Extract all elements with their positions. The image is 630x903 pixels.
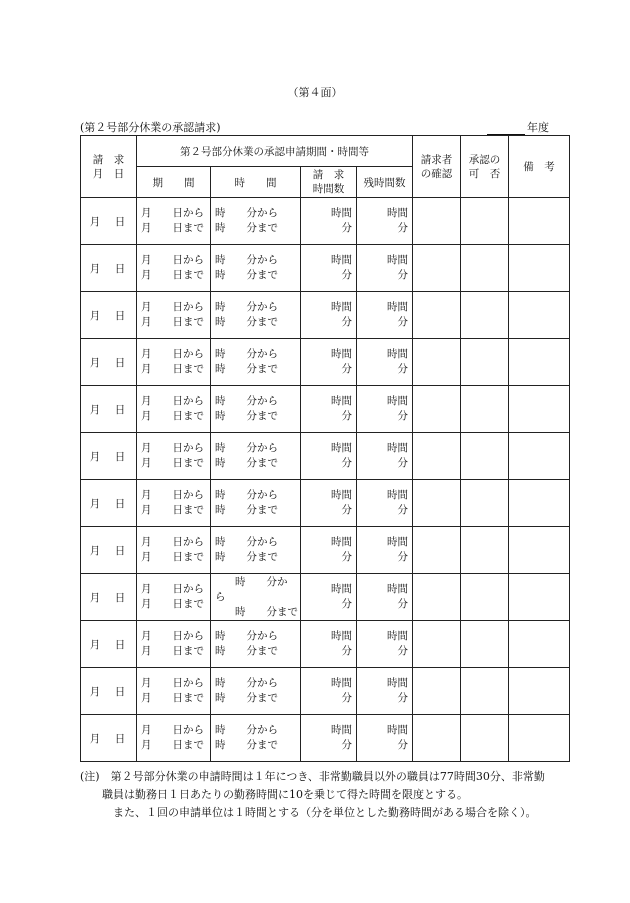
request-date-text: 月 日 xyxy=(89,215,128,228)
minutes-unit: 分 xyxy=(397,598,408,610)
minutes-unit: 分 xyxy=(341,363,352,375)
time-cell[interactable] xyxy=(211,715,301,762)
page-number: （第４面） xyxy=(287,86,343,99)
request-table xyxy=(80,135,570,762)
period-cell[interactable] xyxy=(137,339,211,386)
time-to: 時 分まで xyxy=(215,222,278,234)
time-to: 時 分まで xyxy=(215,551,278,563)
time-from: 時 分から xyxy=(215,348,278,360)
request-date-cell[interactable] xyxy=(81,715,137,762)
requester-confirm-cell[interactable] xyxy=(413,480,461,527)
time-cell[interactable] xyxy=(211,621,301,668)
minutes-unit: 分 xyxy=(397,410,408,422)
time-cell[interactable] xyxy=(211,245,301,292)
time-from: 時 分から xyxy=(215,536,278,548)
minutes-unit: 分 xyxy=(397,363,408,375)
table-row xyxy=(81,198,570,245)
remarks-cell[interactable] xyxy=(509,621,570,668)
remarks-cell[interactable] xyxy=(509,245,570,292)
time-from: 時 分から xyxy=(215,395,278,407)
request-date-text: 月 日 xyxy=(89,309,128,322)
requested-hours-cell[interactable] xyxy=(301,480,357,527)
time-to: 時 分まで xyxy=(215,316,278,328)
period-from: 月 日から xyxy=(141,536,204,548)
period-from: 月 日から xyxy=(141,301,204,313)
period-from: 月 日から xyxy=(141,348,204,360)
table-row xyxy=(81,480,570,527)
requester-confirm-cell[interactable] xyxy=(413,574,461,621)
request-date-cell[interactable] xyxy=(81,527,137,574)
period-cell[interactable] xyxy=(137,292,211,339)
request-date-cell[interactable] xyxy=(81,433,137,480)
hours-unit: 時間 xyxy=(331,630,352,642)
minutes-unit: 分 xyxy=(397,316,408,328)
hours-unit: 時間 xyxy=(387,395,408,407)
time-to: 時 分まで xyxy=(215,739,278,751)
requested-hours-cell[interactable] xyxy=(301,574,357,621)
time-to: 時 分まで xyxy=(215,410,278,422)
hours-unit: 時間 xyxy=(331,395,352,407)
fiscal-year-blank[interactable] xyxy=(487,123,525,135)
approval-cell[interactable] xyxy=(461,527,509,574)
header-period-group: 第２号部分休業の承認申請期間・時間等 xyxy=(137,136,413,167)
table-row xyxy=(81,668,570,715)
remaining-hours-cell[interactable] xyxy=(357,339,413,386)
minutes-unit: 分 xyxy=(397,222,408,234)
requester-confirm-cell[interactable] xyxy=(413,386,461,433)
time-to: 時 分まで xyxy=(235,605,298,618)
remaining-hours-cell[interactable] xyxy=(357,292,413,339)
remaining-hours-cell[interactable] xyxy=(357,621,413,668)
approval-cell[interactable] xyxy=(461,668,509,715)
notes xyxy=(80,768,580,822)
minutes-unit: 分 xyxy=(341,222,352,234)
hours-unit: 時間 xyxy=(331,301,352,313)
hours-unit: 時間 xyxy=(387,348,408,360)
request-date-cell[interactable] xyxy=(81,668,137,715)
hours-unit: 時間 xyxy=(331,724,352,736)
remarks-cell[interactable] xyxy=(509,527,570,574)
header-request-date: 請 求 月 日 xyxy=(81,136,137,198)
request-date-text: 月 日 xyxy=(89,638,128,651)
approval-cell[interactable] xyxy=(461,339,509,386)
fiscal-year-label: 年度 xyxy=(527,121,549,134)
period-from: 月 日から xyxy=(141,677,204,689)
approval-cell[interactable] xyxy=(461,574,509,621)
header-time: 時 間 xyxy=(211,167,301,198)
time-cell[interactable] xyxy=(211,574,301,621)
minutes-unit: 分 xyxy=(341,598,352,610)
request-date-text: 月 日 xyxy=(89,685,128,698)
approval-cell[interactable] xyxy=(461,245,509,292)
header-requester-confirm: 請求者 の確認 xyxy=(413,136,461,198)
table-row xyxy=(81,574,570,621)
requested-hours-cell[interactable] xyxy=(301,386,357,433)
minutes-unit: 分 xyxy=(397,692,408,704)
requested-hours-cell[interactable] xyxy=(301,668,357,715)
request-date-text: 月 日 xyxy=(89,262,128,275)
remaining-hours-cell[interactable] xyxy=(357,574,413,621)
period-from: 月 日から xyxy=(141,207,204,219)
requester-confirm-cell[interactable] xyxy=(413,527,461,574)
table-row xyxy=(81,715,570,762)
hours-unit: 時間 xyxy=(387,536,408,548)
request-date-text: 月 日 xyxy=(89,403,128,416)
period-from: 月 日から xyxy=(141,630,204,642)
request-date-cell[interactable] xyxy=(81,574,137,621)
remaining-hours-cell[interactable] xyxy=(357,715,413,762)
approval-cell[interactable] xyxy=(461,433,509,480)
minutes-unit: 分 xyxy=(341,269,352,281)
hours-unit: 時間 xyxy=(387,583,408,595)
requester-confirm-cell[interactable] xyxy=(413,245,461,292)
hours-unit: 時間 xyxy=(387,630,408,642)
remarks-cell[interactable] xyxy=(509,715,570,762)
approval-cell[interactable] xyxy=(461,621,509,668)
time-from: 時 分から xyxy=(215,724,278,736)
remaining-hours-cell[interactable] xyxy=(357,433,413,480)
period-to: 月 日まで xyxy=(141,316,204,328)
period-from: 月 日から xyxy=(141,395,204,407)
period-to: 月 日まで xyxy=(141,645,204,657)
hours-unit: 時間 xyxy=(331,536,352,548)
approval-cell[interactable] xyxy=(461,480,509,527)
requester-confirm-cell[interactable] xyxy=(413,621,461,668)
period-to: 月 日まで xyxy=(141,410,204,422)
table-row xyxy=(81,386,570,433)
time-cell[interactable] xyxy=(211,386,301,433)
header-remarks: 備 考 xyxy=(509,136,570,198)
requested-hours-cell[interactable] xyxy=(301,245,357,292)
remarks-cell[interactable] xyxy=(509,574,570,621)
period-from: 月 日から xyxy=(141,583,204,595)
header-requested-hours: 請 求 時間数 xyxy=(301,167,357,198)
time-cell[interactable] xyxy=(211,433,301,480)
requested-hours-cell[interactable] xyxy=(301,715,357,762)
hours-unit: 時間 xyxy=(387,489,408,501)
time-cell[interactable] xyxy=(211,292,301,339)
note-line-2: 職員は勤務日１日あたりの勤務時間に10を乗じて得た時間を限度とする。 xyxy=(102,788,468,801)
minutes-unit: 分 xyxy=(341,410,352,422)
period-cell[interactable] xyxy=(137,386,211,433)
hours-unit: 時間 xyxy=(331,442,352,454)
period-from: 月 日から xyxy=(141,254,204,266)
time-cell[interactable] xyxy=(211,198,301,245)
remaining-hours-cell[interactable] xyxy=(357,480,413,527)
table-row xyxy=(81,292,570,339)
time-cell[interactable] xyxy=(211,527,301,574)
period-from: 月 日から xyxy=(141,724,204,736)
minutes-unit: 分 xyxy=(397,269,408,281)
hours-unit: 時間 xyxy=(387,677,408,689)
request-date-text: 月 日 xyxy=(89,544,128,557)
period-from: 月 日から xyxy=(141,489,204,501)
time-from: 時 分か xyxy=(235,575,288,588)
minutes-unit: 分 xyxy=(341,316,352,328)
time-from: 時 分から xyxy=(215,677,278,689)
time-from: 時 分から xyxy=(215,630,278,642)
time-from: 時 分から xyxy=(215,207,278,219)
time-from: 時 分から xyxy=(215,254,278,266)
request-date-text: 月 日 xyxy=(89,450,128,463)
hours-unit: 時間 xyxy=(387,301,408,313)
header-remaining-hours: 残時間数 xyxy=(357,167,413,198)
table-row xyxy=(81,339,570,386)
minutes-unit: 分 xyxy=(397,504,408,516)
time-from: 時 分から xyxy=(215,442,278,454)
requester-confirm-cell[interactable] xyxy=(413,715,461,762)
period-to: 月 日まで xyxy=(141,692,204,704)
remaining-hours-cell[interactable] xyxy=(357,198,413,245)
request-date-cell[interactable] xyxy=(81,621,137,668)
remaining-hours-cell[interactable] xyxy=(357,386,413,433)
time-from-cont: ら xyxy=(215,590,226,603)
table-row xyxy=(81,433,570,480)
time-cell[interactable] xyxy=(211,339,301,386)
time-cell[interactable] xyxy=(211,668,301,715)
minutes-unit: 分 xyxy=(341,739,352,751)
header-period: 期 間 xyxy=(137,167,211,198)
approval-cell[interactable] xyxy=(461,198,509,245)
form-title: (第２号部分休業の承認請求) xyxy=(80,121,221,134)
request-date-cell[interactable] xyxy=(81,292,137,339)
period-to: 月 日まで xyxy=(141,551,204,563)
table-row xyxy=(81,245,570,292)
approval-cell[interactable] xyxy=(461,715,509,762)
minutes-unit: 分 xyxy=(341,692,352,704)
time-cell[interactable] xyxy=(211,480,301,527)
remarks-cell[interactable] xyxy=(509,386,570,433)
period-cell[interactable] xyxy=(137,574,211,621)
time-to: 時 分まで xyxy=(215,692,278,704)
period-cell[interactable] xyxy=(137,245,211,292)
time-from: 時 分から xyxy=(215,301,278,313)
period-cell[interactable] xyxy=(137,433,211,480)
period-cell[interactable] xyxy=(137,198,211,245)
request-date-cell[interactable] xyxy=(81,245,137,292)
minutes-unit: 分 xyxy=(397,551,408,563)
time-to: 時 分まで xyxy=(215,269,278,281)
hours-unit: 時間 xyxy=(331,677,352,689)
period-cell[interactable] xyxy=(137,621,211,668)
hours-unit: 時間 xyxy=(387,207,408,219)
note-line-3: また、１回の申請単位は１時間とする（分を単位とした勤務時間がある場合を除く）。 xyxy=(102,806,537,819)
minutes-unit: 分 xyxy=(341,551,352,563)
remarks-cell[interactable] xyxy=(509,292,570,339)
requested-hours-cell[interactable] xyxy=(301,198,357,245)
period-cell[interactable] xyxy=(137,715,211,762)
minutes-unit: 分 xyxy=(397,739,408,751)
requester-confirm-cell[interactable] xyxy=(413,292,461,339)
hours-unit: 時間 xyxy=(387,442,408,454)
period-cell[interactable] xyxy=(137,527,211,574)
minutes-unit: 分 xyxy=(341,645,352,657)
requested-hours-cell[interactable] xyxy=(301,433,357,480)
requested-hours-cell[interactable] xyxy=(301,339,357,386)
requested-hours-cell[interactable] xyxy=(301,621,357,668)
period-to: 月 日まで xyxy=(141,222,204,234)
requester-confirm-cell[interactable] xyxy=(413,198,461,245)
request-date-text: 月 日 xyxy=(89,497,128,510)
remarks-cell[interactable] xyxy=(509,480,570,527)
period-cell[interactable] xyxy=(137,668,211,715)
remarks-cell[interactable] xyxy=(509,198,570,245)
request-date-cell[interactable] xyxy=(81,480,137,527)
minutes-unit: 分 xyxy=(341,504,352,516)
period-to: 月 日まで xyxy=(141,739,204,751)
remaining-hours-cell[interactable] xyxy=(357,245,413,292)
time-from: 時 分から xyxy=(215,489,278,501)
hours-unit: 時間 xyxy=(331,348,352,360)
hours-unit: 時間 xyxy=(331,254,352,266)
request-date-cell[interactable] xyxy=(81,339,137,386)
remaining-hours-cell[interactable] xyxy=(357,527,413,574)
fiscal-year xyxy=(487,119,549,135)
remarks-cell[interactable] xyxy=(509,433,570,480)
time-to: 時 分まで xyxy=(215,504,278,516)
minutes-unit: 分 xyxy=(341,457,352,469)
requester-confirm-cell[interactable] xyxy=(413,339,461,386)
period-to: 月 日まで xyxy=(141,269,204,281)
period-cell[interactable] xyxy=(137,480,211,527)
request-date-text: 月 日 xyxy=(89,356,128,369)
approval-cell[interactable] xyxy=(461,386,509,433)
header-approval: 承認の 可 否 xyxy=(461,136,509,198)
request-date-text: 月 日 xyxy=(89,591,128,604)
remarks-cell[interactable] xyxy=(509,668,570,715)
request-date-cell[interactable] xyxy=(81,386,137,433)
minutes-unit: 分 xyxy=(397,645,408,657)
hours-unit: 時間 xyxy=(331,583,352,595)
hours-unit: 時間 xyxy=(387,724,408,736)
table-row xyxy=(81,621,570,668)
hours-unit: 時間 xyxy=(331,489,352,501)
table-row xyxy=(81,527,570,574)
period-from: 月 日から xyxy=(141,442,204,454)
period-to: 月 日まで xyxy=(141,363,204,375)
approval-cell[interactable] xyxy=(461,292,509,339)
hours-unit: 時間 xyxy=(331,207,352,219)
remaining-hours-cell[interactable] xyxy=(357,668,413,715)
period-to: 月 日まで xyxy=(141,504,204,516)
request-date-cell[interactable] xyxy=(81,198,137,245)
time-to: 時 分まで xyxy=(215,363,278,375)
requested-hours-cell[interactable] xyxy=(301,292,357,339)
time-to: 時 分まで xyxy=(215,645,278,657)
minutes-unit: 分 xyxy=(397,457,408,469)
period-to: 月 日まで xyxy=(141,457,204,469)
request-date-text: 月 日 xyxy=(89,732,128,745)
time-to: 時 分まで xyxy=(215,457,278,469)
requester-confirm-cell[interactable] xyxy=(413,668,461,715)
requested-hours-cell[interactable] xyxy=(301,527,357,574)
requester-confirm-cell[interactable] xyxy=(413,433,461,480)
remarks-cell[interactable] xyxy=(509,339,570,386)
note-line-1: (注) 第２号部分休業の申請時間は１年につき、非常勤職員以外の職員は77時間30分、非常勤 xyxy=(80,770,545,783)
hours-unit: 時間 xyxy=(387,254,408,266)
period-to: 月 日まで xyxy=(141,598,204,610)
